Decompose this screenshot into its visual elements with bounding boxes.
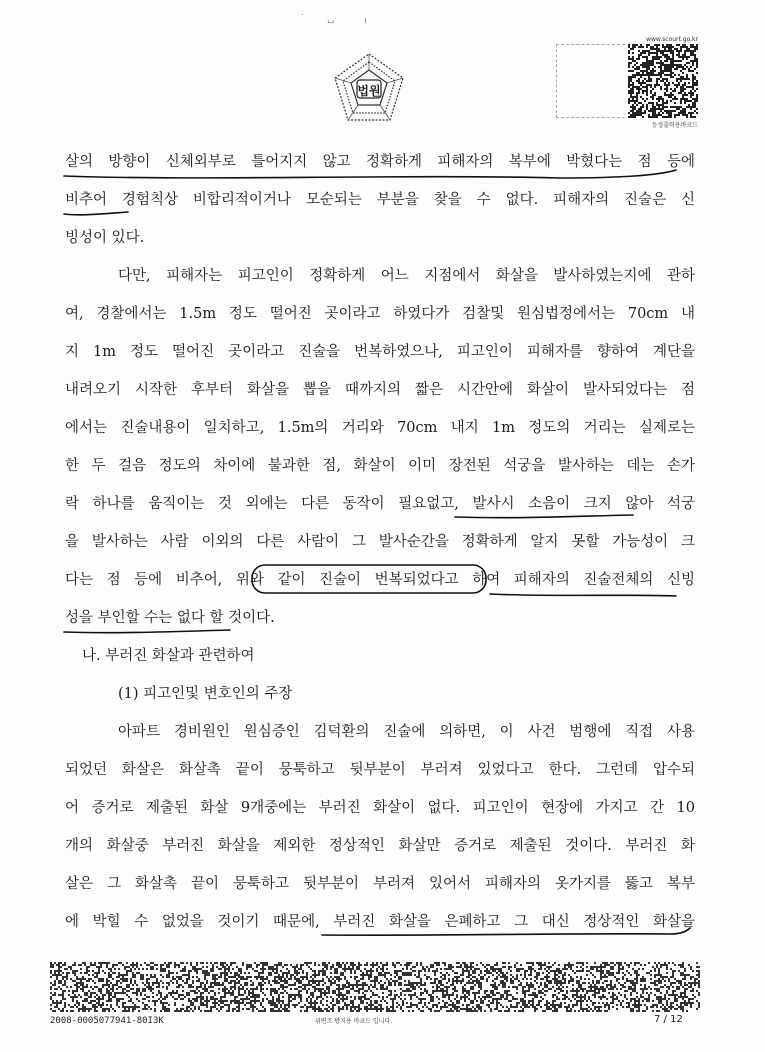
- body-line: 을 발사하는 사람 이외의 다른 사람이 그 발사순간을 정확하게 알지 못할 가능성이 크: [65, 534, 695, 550]
- body-line: 에 박힐 수 없었을 것이기 때문에, 부러진 화살을 은폐하고 그 대신 정상적인 화살을: [65, 914, 695, 930]
- underline-mark: [64, 630, 230, 633]
- body-line: 아파트 경비원인 원심증인 김덕환의 진술에 의하면, 이 사건 범행에 직접 사용: [118, 724, 695, 740]
- section-heading: 나. 부러진 화살과 관련하여: [82, 648, 255, 664]
- body-line: 개의 화살중 부러진 화살을 제외한 정상적인 화살만 증거로 제출된 것이다. 부러진 화: [65, 838, 695, 854]
- document-id: 2008-0005077941-80I3K: [50, 1016, 164, 1026]
- body-line: 한 두 걸음 정도의 차이에 불과한 점, 화살이 이미 장전된 석궁을 발사하는 데는 손가: [65, 458, 695, 474]
- body-line: 지 1m 정도 떨어진 곳이라고 진술을 번복하였으나, 피고인이 피해자를 향하여 계단을: [65, 344, 695, 360]
- body-line: 어 증거로 제출된 화살 9개중에는 부러진 화살이 없다. 피고인이 현장에 가지고 간 10: [65, 800, 695, 816]
- barcode-caption: 등정출력용바코드: [651, 122, 698, 129]
- body-line: 빙성이 있다.: [65, 230, 145, 246]
- seal-label: 법원: [357, 83, 381, 98]
- scan-specks: ˙ ␣ ╷: [300, 14, 369, 24]
- body-line: 여, 경찰에서는 1.5m 정도 떨어진 곳이라고 하였다가 검찰및 원심법정에서는 70cm 내: [65, 306, 695, 322]
- body-line: 되었던 화살은 화살촉 끝이 뭉툭하고 뒷부분이 부러져 있었다고 한다. 그런데 압수되: [65, 762, 695, 778]
- barcode-note: 위변조 방지용 바코드 입니다.: [315, 1018, 393, 1025]
- body-line: 살의 방향이 신체외부로 틀어지지 않고 정확하게 피해자의 복부에 박혔다는 점 등에: [65, 154, 695, 170]
- underline-mark: [64, 212, 128, 215]
- body-line: 다만, 피해자는 피고인이 정확하게 어느 지점에서 화살을 발사하였는지에 관하: [118, 268, 695, 284]
- body-line: 다는 점 등에 비추어, 위와 같이 진술이 번복되었다고 하여 피해자의 진술전체의 신빙: [65, 572, 695, 588]
- body-line: 내려오기 시작한 후부터 화살을 뽑을 때까지의 짧은 시간안에 화살이 발사되었다는 점: [65, 382, 695, 398]
- underline-mark: [490, 594, 676, 596]
- underline-mark: [455, 515, 633, 518]
- qr-code-icon: [628, 44, 698, 118]
- body-line: 성을 부인할 수는 없다 할 것이다.: [65, 610, 275, 626]
- court-seal: [329, 50, 409, 130]
- footer-barcode: [50, 962, 700, 1012]
- body-line: 락 하나를 움직이는 것 외에는 다른 동작이 필요없고, 발사시 소음이 크지 않아 석궁: [65, 496, 695, 512]
- body-line: 에서는 진술내용이 일치하고, 1.5m의 거리와 70cm 내지 1m 정도의 거리는 실제로는: [65, 420, 695, 436]
- subsection-heading: (1) 피고인및 변호인의 주장: [118, 686, 293, 702]
- site-url: www.scourt.go.kr: [646, 36, 698, 43]
- verification-barcode: [556, 36, 698, 128]
- page-number: 7 / 12: [654, 1014, 683, 1025]
- body-line: 비추어 경험칙상 비합리적이거나 모순되는 부분을 찾을 수 없다. 피해자의 진술은 신: [65, 192, 695, 208]
- body-line: 살은 그 화살촉 끝이 뭉툭하고 뒷부분이 부러져 있어서 피해자의 옷가지를 뚫고 복부: [65, 876, 695, 892]
- barcode-frame: [556, 44, 625, 118]
